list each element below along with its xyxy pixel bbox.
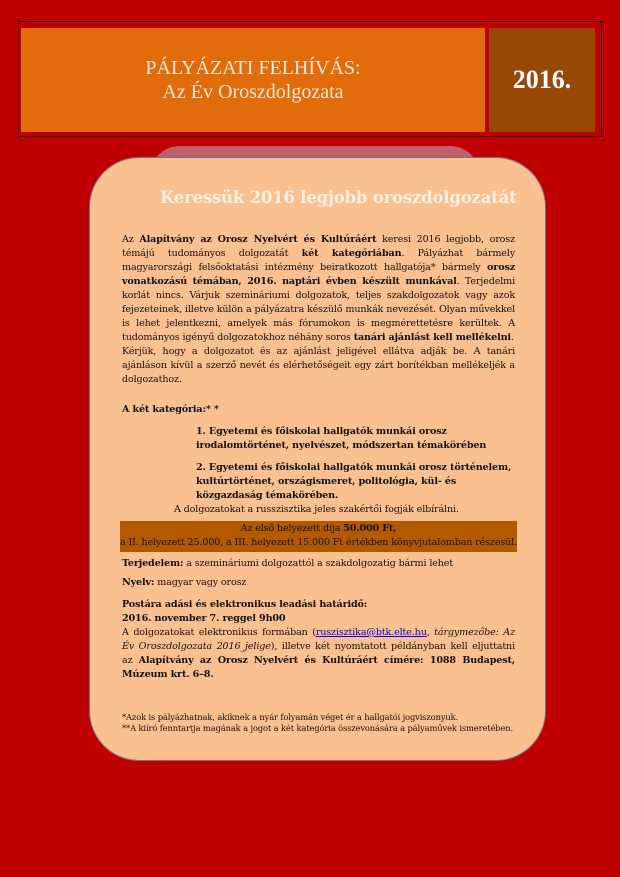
- foundation-name: Alapítvány az Orosz Nyelvért és Kultúráért: [138, 655, 378, 666]
- intro-emphasis: két kategóriában: [301, 248, 402, 259]
- card-content: [122, 233, 515, 734]
- intro-text: keresi 2016 legjobb, orosz témájú tudományos dolgozatát: [122, 234, 515, 259]
- footnote-1: *Azok is pályázhatnak, akiknek a nyár folyamán véget ér a hallgatói jogviszonyuk.: [122, 712, 459, 722]
- submission-text: ), illetve két nyomtatott példányban kell eljuttatni az: [122, 641, 515, 666]
- deadline-value-text: 2016. november 7. reggel 9h00: [122, 613, 286, 624]
- categories-title: A két kategória:* *: [122, 404, 219, 415]
- email-link[interactable]: ruszisztika@btk.elte.hu: [315, 627, 427, 638]
- deadline-label-text: Postára adási és elektronikus leadási határidő:: [122, 599, 368, 610]
- intro-paragraph: [122, 233, 515, 345]
- judging-note: A dolgozatokat a russzisztika jeles szakértői fogják elbírálni.: [174, 504, 459, 515]
- category-item-1: 1. Egyetemi és főiskolai hallgatók munkái orosz irodalomtörténet, nyelvészet, módszertan témakörében: [196, 426, 487, 451]
- instructions-paragraph: Kérjük, hogy a dolgozatot és az ajánlást jeligével ellátva adják be. A tanári ajánláson kívül a szerző nevét és elérhetőségeit egy zárt borítékban mellékeljék a dolgozathoz.: [122, 346, 515, 385]
- address: címére: 1088 Budapest, Múzeum krt. 6–8.: [122, 655, 515, 680]
- card-title: Keressük 2016 legjobb oroszdolgozatát: [160, 188, 517, 207]
- length-value: a szemináriumi dolgozattól a szakdolgozatig bármi lehet: [183, 558, 454, 569]
- foundation-name: Alapítvány az Orosz Nyelvért és Kultúráért: [139, 234, 377, 245]
- deadline-value: [122, 612, 515, 626]
- intro-emphasis: orosz vonatkozású témában, 2016. naptári évben készült munkával: [122, 262, 515, 287]
- length-field: [122, 557, 515, 571]
- language-label: Nyelv:: [122, 577, 155, 588]
- intro-emphasis: tanári ajánlást kell mellékelni: [353, 332, 511, 343]
- header-title-block: [21, 28, 485, 132]
- deadline-label: [122, 598, 515, 612]
- intro-text: . Terjedelmi korlát nincs. Várjuk szemináriumi dolgozatok, teljes szakdolgozatok vagy azok fejezeteinek, illetve külön a pályázatra készülő munkák nevezését. Olyan művekkel is lehet jelentkezni, amelyek más fórumokon is megmérettetésre kerültek. A tudományos igényű dolgozatokhoz néhány soros: [122, 276, 515, 343]
- intro-text: . Pályázhat bármely magyarországi felsőoktatási intézmény beiratkozott hallgatója* bármely: [122, 248, 515, 273]
- submission-text: ,: [426, 627, 435, 638]
- prize-line1: [120, 522, 517, 536]
- intro-text: Az: [122, 234, 140, 245]
- language-value: magyar vagy orosz: [154, 577, 247, 588]
- length-label: Terjedelem:: [122, 558, 184, 569]
- footnote-2: **A kiíró fenntartja magának a jogot a két kategória összevonására a pályaművek ismeretében.: [122, 723, 514, 733]
- language-field: [122, 576, 515, 590]
- prize-first-amount: 50.000 Ft,: [343, 523, 397, 534]
- header-title-line2: Az Év Oroszdolgozata: [162, 81, 344, 103]
- prize-line2: a II. helyezett 25.000, a III. helyezett 15.000 Ft értékben könyvjutalomban részesül.: [120, 537, 517, 548]
- intro-text: .: [510, 332, 514, 343]
- submission-paragraph: [122, 626, 515, 682]
- footnotes: [122, 712, 515, 734]
- prize-box: [120, 521, 517, 552]
- prize-text: Az első helyezett díja: [240, 523, 344, 534]
- subject-hint: tárgymezőbe: Az Év Oroszdolgozata 2016_jelige: [122, 627, 515, 652]
- category-item-2: 2. Egyetemi és főiskolai hallgatók munkái orosz történelem, kultúrtörténet, országismeret, politológia, kül- és közgazdaság témakörében.: [196, 462, 512, 501]
- header-title-line1: PÁLYÁZATI FELHÍVÁS:: [145, 57, 361, 79]
- header-year: 2016.: [489, 28, 595, 132]
- submission-text: A dolgozatokat elektronikus formában (: [122, 627, 316, 638]
